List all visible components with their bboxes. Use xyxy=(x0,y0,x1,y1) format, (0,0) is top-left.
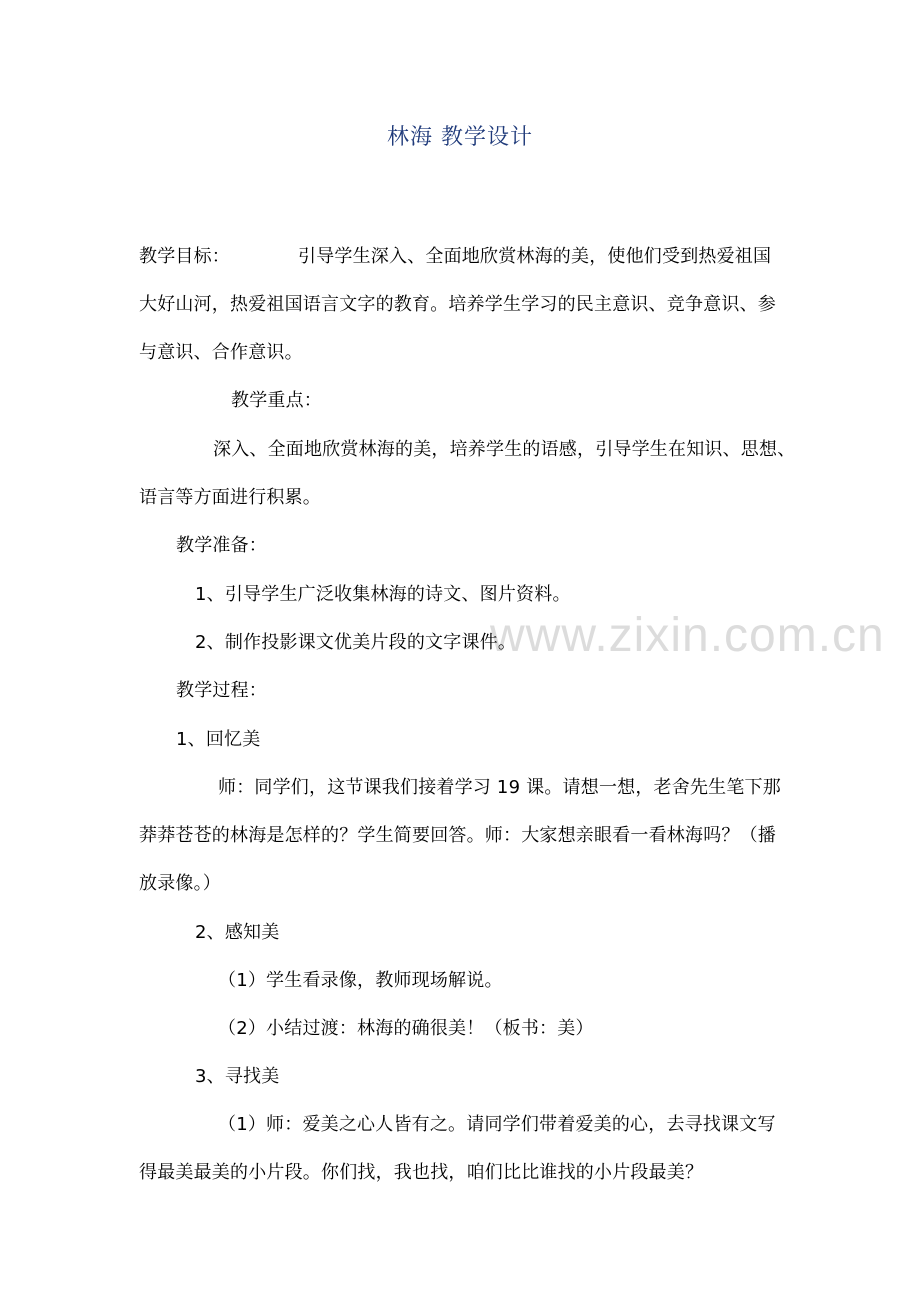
prep-label: 教学准备： xyxy=(176,535,267,556)
prep-item-2: 2、制作投影课文优美片段的文字课件。 xyxy=(195,632,517,653)
step-2-item-2: （2）小结过渡：林海的确很美！（板书：美） xyxy=(218,1018,594,1039)
keypoint-label: 教学重点： xyxy=(231,390,322,411)
document-title: 林海 教学设计 xyxy=(387,125,533,150)
objective-line-3: 与意识、合作意识。 xyxy=(139,342,303,363)
keypoint-line-1: 深入、全面地欣赏林海的美，培养学生的语感，引导学生在知识、思想、 xyxy=(213,439,796,460)
keypoint-line-2: 语言等方面进行积累。 xyxy=(139,487,321,508)
step-1-para-line-3: 放录像。） xyxy=(139,873,221,894)
objective-line-1: 引导学生深入、全面地欣赏林海的美，使他们受到热爱祖国 xyxy=(298,246,772,267)
step-1-para-line-2: 莽莽苍苍的林海是怎样的？学生简要回答。师：大家想亲眼看一看林海吗？（播 xyxy=(139,825,776,846)
objective-line-2: 大好山河，热爱祖国语言文字的教育。培养学生学习的民主意识、竞争意识、参 xyxy=(139,294,776,315)
watermark: www.zixin.com.cn xyxy=(490,609,885,662)
process-label: 教学过程： xyxy=(176,680,267,701)
step-3-item-1-line-1: （1）师：爱美之心人皆有之。请同学们带着爱美的心，去寻找课文写 xyxy=(218,1114,776,1135)
step-1-para-line-1: 师：同学们，这节课我们接着学习 19 课。请想一想，老舍先生笔下那 xyxy=(218,777,781,798)
step-3-heading: 3、寻找美 xyxy=(195,1066,280,1087)
step-3-item-1-line-2: 得最美最美的小片段。你们找，我也找，咱们比比谁找的小片段最美？ xyxy=(139,1162,704,1183)
step-2-heading: 2、感知美 xyxy=(195,922,280,943)
objective-label: 教学目标： xyxy=(139,246,230,267)
step-1-heading: 1、回忆美 xyxy=(176,729,261,750)
step-2-item-1: （1）学生看录像，教师现场解说。 xyxy=(218,970,503,991)
prep-item-1: 1、引导学生广泛收集林海的诗文、图片资料。 xyxy=(195,584,571,605)
